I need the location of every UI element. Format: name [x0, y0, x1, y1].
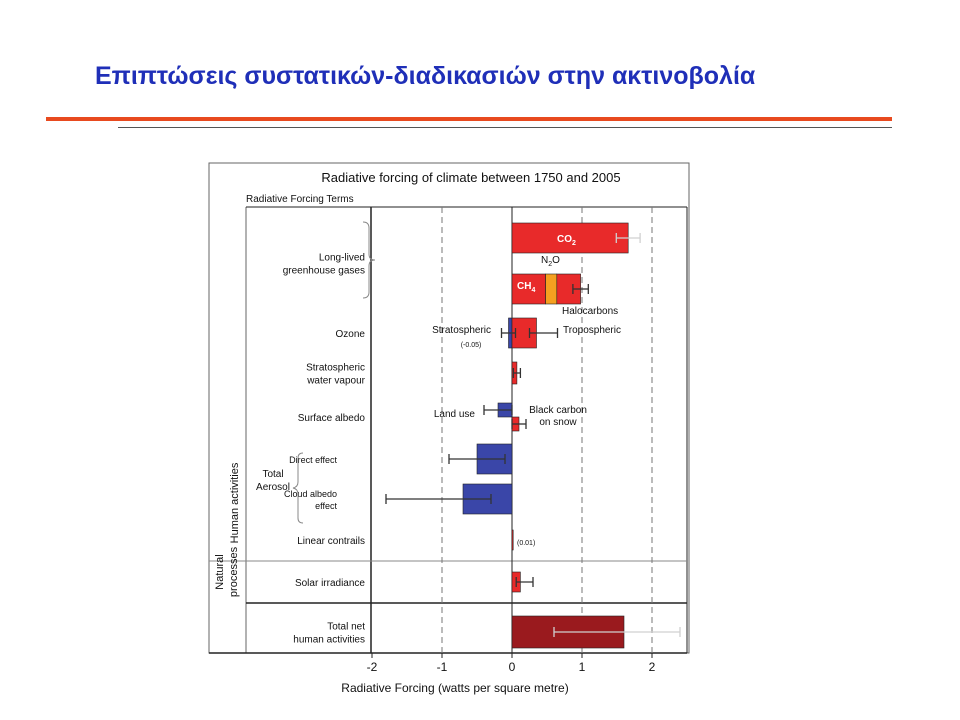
label-on-snow: on snow — [539, 417, 577, 428]
chart-title: Radiative forcing of climate between 1750 and 2005 — [321, 170, 621, 185]
label-contrails-value: (0.01) — [517, 540, 536, 547]
row-label-solar: Solar irradiance — [294, 578, 365, 589]
group-label-processes: processes — [228, 546, 240, 598]
row-label-llghg: Long-lived — [318, 252, 365, 264]
label-land-use: Land use — [433, 409, 475, 420]
radiative-forcing-chart — [205, 160, 693, 700]
row-label-llghg: greenhouse gases — [282, 265, 365, 277]
x-tick-label: 2 — [648, 660, 656, 674]
group-label-aerosol: Aerosol — [256, 482, 290, 493]
label-stratospheric: Stratospheric — [432, 325, 491, 336]
label-co2: $CO_2$ — [557, 234, 576, 247]
x-axis-label: Radiative Forcing (watts per square metre) — [341, 681, 569, 695]
row-label-contrails: Linear contrails — [297, 536, 365, 547]
x-tick-label: -2 — [366, 660, 378, 674]
group-label-human: Human activities — [229, 462, 241, 544]
label-stratospheric-value: (-0.05) — [460, 342, 482, 349]
row-label-strat_wv: water vapour — [307, 375, 365, 387]
bar-n2o — [546, 274, 557, 304]
group-label-natural: Natural — [214, 554, 226, 590]
x-tick-label: 1 — [578, 660, 586, 674]
row-label-cloud: Cloud albedo — [283, 489, 337, 499]
title-underline — [46, 117, 892, 121]
row-label-albedo: Surface albedo — [297, 413, 365, 424]
label-tropospheric: Tropospheric — [563, 325, 621, 336]
label-ch4: $CH_4$ — [517, 281, 536, 294]
x-tick-label: 0 — [508, 660, 516, 674]
row-label-ozone: Ozone — [335, 329, 365, 340]
row-label-total: Total net — [327, 621, 365, 633]
label-black-carbon: Black carbon — [529, 405, 587, 416]
slide-title: Επιπτώσεις συστατικών-διαδικασιών στην ακτινοβολία — [95, 62, 756, 90]
label-halocarbons: Halocarbons — [562, 306, 619, 317]
title-thin-rule — [118, 127, 892, 128]
row-label-strat_wv: Stratospheric — [306, 362, 365, 374]
x-tick-label: -1 — [436, 660, 448, 674]
row-label-cloud: effect — [315, 501, 337, 511]
row-label-total: human activities — [293, 634, 365, 646]
label-n2o: $N_2O$ — [541, 255, 560, 268]
group-label-total: Total — [262, 469, 284, 480]
terms-header: Radiative Forcing Terms — [246, 194, 354, 205]
row-label-direct: Direct effect — [289, 455, 337, 465]
bar-linear-contrails — [512, 530, 513, 550]
